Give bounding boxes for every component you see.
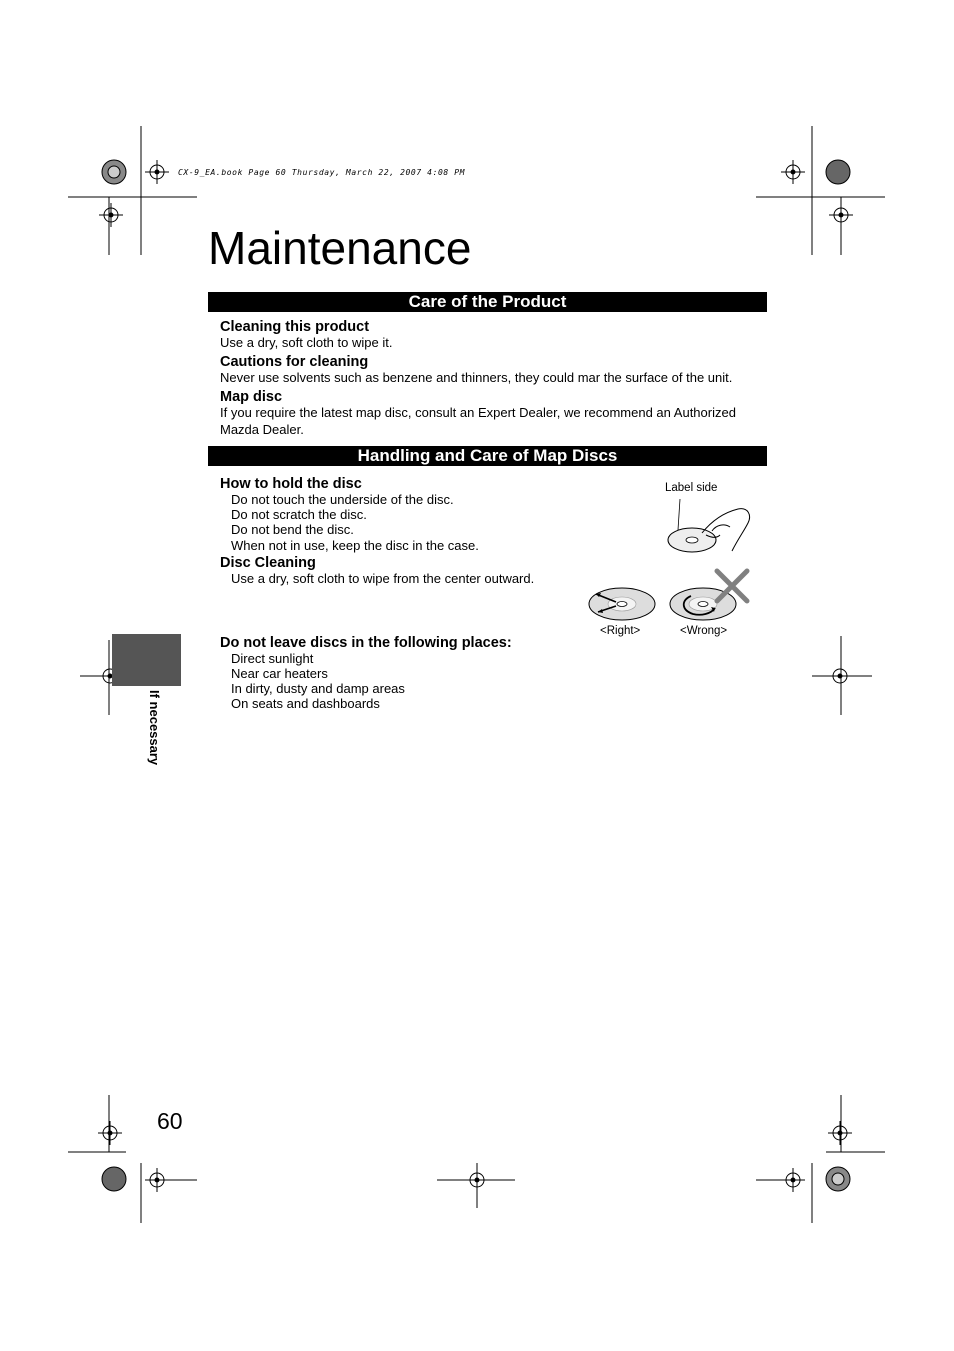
care-section-heading: Care of the Product <box>208 292 767 312</box>
disc-cleaning-heading: Disc Cleaning <box>220 555 316 571</box>
hold-disc-heading: How to hold the disc <box>220 476 362 492</box>
wrong-x-icon <box>713 567 751 605</box>
places-line: In dirty, dusty and damp areas <box>231 681 405 696</box>
disc-right-wipe-icon <box>586 584 658 624</box>
places-heading: Do not leave discs in the following places: <box>220 635 512 651</box>
hold-disc-line: Do not touch the underside of the disc. <box>231 492 454 507</box>
hand-holding-disc-icon <box>660 495 760 560</box>
wrong-caption: <Wrong> <box>680 625 728 637</box>
hold-disc-line: When not in use, keep the disc in the case. <box>231 538 479 553</box>
hold-disc-line: Do not bend the disc. <box>231 522 354 537</box>
disc-cleaning-text: Use a dry, soft cloth to wipe from the center outward. <box>231 571 535 586</box>
label-side-caption: Label side <box>665 482 718 494</box>
print-header: CX-9_EA.book Page 60 Thursday, March 22, 2007 4:08 PM <box>178 168 466 177</box>
page-title: Maintenance <box>208 222 472 274</box>
places-line: On seats and dashboards <box>231 696 380 711</box>
cleaning-heading: Cleaning this product <box>220 319 370 335</box>
cleaning-text: Use a dry, soft cloth to wipe it. <box>220 335 393 350</box>
side-tab <box>112 634 181 686</box>
hold-disc-line: Do not scratch the disc. <box>231 507 367 522</box>
cautions-text: Never use solvents such as benzene and thinners, they could mar the surface of the unit. <box>220 370 733 385</box>
map-disc-text-line-1: If you require the latest map disc, consult an Expert Dealer, we recommend an Authorized <box>220 405 736 420</box>
right-caption: <Right> <box>600 625 641 637</box>
map-disc-text-line-2: Mazda Dealer. <box>220 422 304 437</box>
places-line: Near car heaters <box>231 666 328 681</box>
handling-section-heading: Handling and Care of Map Discs <box>208 446 767 466</box>
places-line: Direct sunlight <box>231 651 314 666</box>
map-disc-heading: Map disc <box>220 389 283 405</box>
side-tab-label: If necessary <box>147 690 162 766</box>
page-number: 60 <box>157 1108 183 1134</box>
cautions-heading: Cautions for cleaning <box>220 354 369 370</box>
